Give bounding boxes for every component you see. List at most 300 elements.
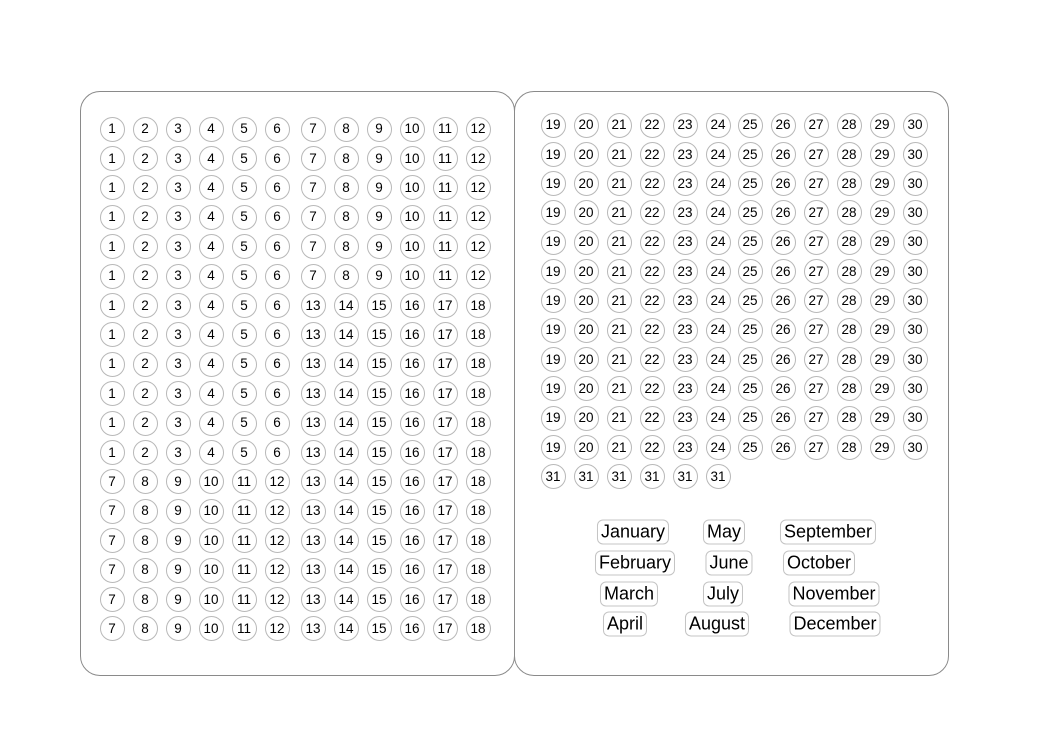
number-sticker: 13 [301, 293, 326, 318]
number-sticker: 1 [100, 411, 125, 436]
number-sticker: 21 [607, 347, 632, 372]
number-sticker: 10 [199, 469, 224, 494]
number-sticker: 21 [607, 230, 632, 255]
number-sticker: 17 [433, 558, 458, 583]
number-sticker: 26 [771, 406, 796, 431]
number-sticker: 11 [232, 587, 257, 612]
right-sticker-sheet [514, 91, 949, 676]
number-sticker: 2 [133, 352, 158, 377]
number-sticker: 2 [133, 411, 158, 436]
number-sticker: 21 [607, 435, 632, 460]
number-sticker: 20 [574, 435, 599, 460]
number-sticker: 29 [870, 406, 895, 431]
number-sticker: 14 [334, 381, 359, 406]
number-sticker: 7 [301, 117, 326, 142]
number-sticker: 28 [837, 171, 862, 196]
number-sticker: 3 [166, 381, 191, 406]
number-sticker: 26 [771, 376, 796, 401]
number-sticker: 2 [133, 205, 158, 230]
number-sticker: 23 [673, 288, 698, 313]
number-sticker: 5 [232, 322, 257, 347]
number-sticker: 6 [265, 146, 290, 171]
number-sticker: 13 [301, 528, 326, 553]
number-sticker: 11 [433, 264, 458, 289]
number-sticker: 6 [265, 205, 290, 230]
number-sticker: 18 [466, 293, 491, 318]
number-sticker: 14 [334, 587, 359, 612]
number-sticker: 31 [574, 464, 599, 489]
number-sticker: 25 [738, 376, 763, 401]
number-sticker: 4 [199, 175, 224, 200]
number-sticker: 1 [100, 146, 125, 171]
month-sticker: February [595, 551, 675, 576]
number-sticker: 14 [334, 322, 359, 347]
number-sticker: 9 [367, 117, 392, 142]
number-sticker: 3 [166, 440, 191, 465]
number-sticker: 17 [433, 499, 458, 524]
number-sticker: 19 [541, 200, 566, 225]
number-sticker: 18 [466, 411, 491, 436]
number-sticker: 12 [466, 234, 491, 259]
number-sticker: 17 [433, 411, 458, 436]
number-sticker: 28 [837, 230, 862, 255]
number-sticker: 8 [133, 558, 158, 583]
number-sticker: 18 [466, 528, 491, 553]
number-sticker: 9 [166, 587, 191, 612]
number-sticker: 12 [466, 146, 491, 171]
number-sticker: 8 [334, 234, 359, 259]
number-sticker: 31 [607, 464, 632, 489]
number-sticker: 28 [837, 318, 862, 343]
number-sticker: 18 [466, 469, 491, 494]
number-sticker: 4 [199, 322, 224, 347]
number-sticker: 26 [771, 171, 796, 196]
number-sticker: 6 [265, 234, 290, 259]
number-sticker: 3 [166, 293, 191, 318]
number-sticker: 7 [100, 528, 125, 553]
month-sticker: April [603, 612, 647, 637]
number-sticker: 31 [640, 464, 665, 489]
number-sticker: 24 [706, 259, 731, 284]
month-sticker: December [789, 612, 880, 637]
number-sticker: 5 [232, 146, 257, 171]
number-sticker: 15 [367, 322, 392, 347]
number-sticker: 14 [334, 616, 359, 641]
number-sticker: 5 [232, 352, 257, 377]
number-sticker: 16 [400, 558, 425, 583]
number-sticker: 10 [400, 117, 425, 142]
number-sticker: 3 [166, 352, 191, 377]
number-sticker: 19 [541, 318, 566, 343]
number-sticker: 2 [133, 117, 158, 142]
number-sticker: 12 [265, 528, 290, 553]
number-sticker: 30 [903, 142, 928, 167]
number-sticker: 9 [166, 528, 191, 553]
month-sticker: May [703, 520, 745, 545]
number-sticker: 2 [133, 175, 158, 200]
number-sticker: 12 [265, 558, 290, 583]
number-sticker: 29 [870, 113, 895, 138]
number-sticker: 17 [433, 528, 458, 553]
number-sticker: 30 [903, 318, 928, 343]
number-sticker: 20 [574, 142, 599, 167]
number-sticker: 13 [301, 352, 326, 377]
number-sticker: 15 [367, 293, 392, 318]
number-sticker: 19 [541, 171, 566, 196]
number-sticker: 24 [706, 406, 731, 431]
number-sticker: 11 [232, 499, 257, 524]
number-sticker: 26 [771, 200, 796, 225]
number-sticker: 10 [400, 205, 425, 230]
number-sticker: 17 [433, 616, 458, 641]
number-sticker: 30 [903, 288, 928, 313]
number-sticker: 5 [232, 411, 257, 436]
number-sticker: 10 [400, 175, 425, 200]
number-sticker: 22 [640, 171, 665, 196]
number-sticker: 23 [673, 347, 698, 372]
number-sticker: 17 [433, 381, 458, 406]
number-sticker: 5 [232, 175, 257, 200]
number-sticker: 11 [433, 175, 458, 200]
left-sticker-sheet [80, 91, 515, 676]
number-sticker: 29 [870, 376, 895, 401]
number-sticker: 20 [574, 171, 599, 196]
number-sticker: 26 [771, 230, 796, 255]
number-sticker: 3 [166, 264, 191, 289]
number-sticker: 10 [199, 528, 224, 553]
number-sticker: 11 [232, 469, 257, 494]
number-sticker: 24 [706, 376, 731, 401]
number-sticker: 20 [574, 318, 599, 343]
number-sticker: 11 [433, 117, 458, 142]
number-sticker: 15 [367, 440, 392, 465]
number-sticker: 11 [232, 558, 257, 583]
number-sticker: 3 [166, 117, 191, 142]
number-sticker: 15 [367, 587, 392, 612]
number-sticker: 15 [367, 381, 392, 406]
number-sticker: 27 [804, 200, 829, 225]
number-sticker: 30 [903, 347, 928, 372]
month-sticker: August [685, 612, 749, 637]
number-sticker: 12 [265, 469, 290, 494]
number-sticker: 19 [541, 259, 566, 284]
month-sticker: January [597, 520, 669, 545]
number-sticker: 18 [466, 352, 491, 377]
number-sticker: 22 [640, 142, 665, 167]
number-sticker: 16 [400, 352, 425, 377]
number-sticker: 18 [466, 322, 491, 347]
number-sticker: 21 [607, 171, 632, 196]
number-sticker: 14 [334, 440, 359, 465]
number-sticker: 2 [133, 381, 158, 406]
number-sticker: 4 [199, 264, 224, 289]
number-sticker: 23 [673, 171, 698, 196]
number-sticker: 3 [166, 322, 191, 347]
number-sticker: 10 [400, 234, 425, 259]
number-sticker: 16 [400, 616, 425, 641]
number-sticker: 2 [133, 322, 158, 347]
number-sticker: 18 [466, 499, 491, 524]
number-sticker: 22 [640, 288, 665, 313]
number-sticker: 18 [466, 381, 491, 406]
number-sticker: 27 [804, 230, 829, 255]
number-sticker: 18 [466, 587, 491, 612]
number-sticker: 7 [301, 264, 326, 289]
number-sticker: 19 [541, 347, 566, 372]
number-sticker: 25 [738, 142, 763, 167]
number-sticker: 20 [574, 347, 599, 372]
number-sticker: 4 [199, 293, 224, 318]
number-sticker: 25 [738, 435, 763, 460]
number-sticker: 14 [334, 528, 359, 553]
number-sticker: 15 [367, 469, 392, 494]
number-sticker: 25 [738, 318, 763, 343]
number-sticker: 30 [903, 230, 928, 255]
number-sticker: 20 [574, 200, 599, 225]
number-sticker: 16 [400, 587, 425, 612]
number-sticker: 7 [100, 469, 125, 494]
number-sticker: 31 [673, 464, 698, 489]
number-sticker: 30 [903, 376, 928, 401]
number-sticker: 4 [199, 117, 224, 142]
number-sticker: 16 [400, 322, 425, 347]
number-sticker: 28 [837, 435, 862, 460]
number-sticker: 25 [738, 259, 763, 284]
number-sticker: 2 [133, 293, 158, 318]
number-sticker: 7 [100, 499, 125, 524]
number-sticker: 4 [199, 411, 224, 436]
number-sticker: 19 [541, 288, 566, 313]
number-sticker: 26 [771, 113, 796, 138]
number-sticker: 11 [433, 234, 458, 259]
number-sticker: 10 [199, 558, 224, 583]
number-sticker: 27 [804, 376, 829, 401]
number-sticker: 1 [100, 322, 125, 347]
number-sticker: 30 [903, 435, 928, 460]
number-sticker: 20 [574, 113, 599, 138]
number-sticker: 23 [673, 406, 698, 431]
number-sticker: 24 [706, 230, 731, 255]
number-sticker: 26 [771, 318, 796, 343]
number-sticker: 25 [738, 347, 763, 372]
number-sticker: 4 [199, 440, 224, 465]
number-sticker: 14 [334, 469, 359, 494]
number-sticker: 29 [870, 200, 895, 225]
number-sticker: 27 [804, 435, 829, 460]
number-sticker: 6 [265, 117, 290, 142]
number-sticker: 28 [837, 376, 862, 401]
month-sticker: March [600, 582, 658, 607]
number-sticker: 2 [133, 440, 158, 465]
number-sticker: 21 [607, 376, 632, 401]
number-sticker: 12 [265, 499, 290, 524]
number-sticker: 7 [301, 205, 326, 230]
number-sticker: 9 [367, 234, 392, 259]
number-sticker: 27 [804, 171, 829, 196]
number-sticker: 24 [706, 200, 731, 225]
number-sticker: 19 [541, 376, 566, 401]
number-sticker: 6 [265, 381, 290, 406]
number-sticker: 21 [607, 113, 632, 138]
number-sticker: 12 [265, 587, 290, 612]
number-sticker: 10 [400, 146, 425, 171]
number-sticker: 9 [166, 616, 191, 641]
number-sticker: 4 [199, 146, 224, 171]
number-sticker: 8 [334, 175, 359, 200]
number-sticker: 26 [771, 288, 796, 313]
number-sticker: 1 [100, 440, 125, 465]
number-sticker: 23 [673, 142, 698, 167]
number-sticker: 26 [771, 347, 796, 372]
number-sticker: 17 [433, 352, 458, 377]
number-sticker: 18 [466, 440, 491, 465]
number-sticker: 17 [433, 440, 458, 465]
number-sticker: 30 [903, 113, 928, 138]
number-sticker: 5 [232, 117, 257, 142]
number-sticker: 11 [433, 146, 458, 171]
number-sticker: 27 [804, 347, 829, 372]
number-sticker: 19 [541, 230, 566, 255]
number-sticker: 25 [738, 230, 763, 255]
number-sticker: 19 [541, 435, 566, 460]
number-sticker: 8 [133, 587, 158, 612]
number-sticker: 21 [607, 288, 632, 313]
number-sticker: 13 [301, 499, 326, 524]
number-sticker: 24 [706, 288, 731, 313]
number-sticker: 21 [607, 142, 632, 167]
number-sticker: 3 [166, 175, 191, 200]
number-sticker: 7 [301, 234, 326, 259]
number-sticker: 5 [232, 381, 257, 406]
number-sticker: 16 [400, 381, 425, 406]
number-sticker: 8 [133, 616, 158, 641]
number-sticker: 7 [100, 558, 125, 583]
number-sticker: 1 [100, 381, 125, 406]
number-sticker: 6 [265, 411, 290, 436]
number-sticker: 27 [804, 142, 829, 167]
number-sticker: 16 [400, 411, 425, 436]
number-sticker: 15 [367, 528, 392, 553]
number-sticker: 6 [265, 175, 290, 200]
number-sticker: 16 [400, 528, 425, 553]
number-sticker: 13 [301, 616, 326, 641]
number-sticker: 22 [640, 406, 665, 431]
number-sticker: 7 [100, 616, 125, 641]
number-sticker: 25 [738, 200, 763, 225]
number-sticker: 22 [640, 435, 665, 460]
number-sticker: 13 [301, 411, 326, 436]
number-sticker: 9 [166, 558, 191, 583]
number-sticker: 28 [837, 347, 862, 372]
number-sticker: 21 [607, 259, 632, 284]
number-sticker: 4 [199, 381, 224, 406]
number-sticker: 30 [903, 171, 928, 196]
number-sticker: 20 [574, 259, 599, 284]
month-sticker: October [783, 551, 855, 576]
number-sticker: 3 [166, 205, 191, 230]
number-sticker: 1 [100, 293, 125, 318]
number-sticker: 16 [400, 469, 425, 494]
number-sticker: 19 [541, 142, 566, 167]
number-sticker: 12 [466, 117, 491, 142]
number-sticker: 21 [607, 200, 632, 225]
number-sticker: 28 [837, 288, 862, 313]
number-sticker: 30 [903, 406, 928, 431]
number-sticker: 15 [367, 616, 392, 641]
number-sticker: 26 [771, 142, 796, 167]
number-sticker: 20 [574, 376, 599, 401]
number-sticker: 20 [574, 288, 599, 313]
number-sticker: 4 [199, 234, 224, 259]
number-sticker: 11 [433, 205, 458, 230]
number-sticker: 23 [673, 318, 698, 343]
number-sticker: 12 [466, 175, 491, 200]
number-sticker: 9 [166, 499, 191, 524]
number-sticker: 1 [100, 205, 125, 230]
number-sticker: 12 [466, 205, 491, 230]
number-sticker: 15 [367, 558, 392, 583]
number-sticker: 28 [837, 113, 862, 138]
number-sticker: 27 [804, 406, 829, 431]
number-sticker: 28 [837, 259, 862, 284]
number-sticker: 27 [804, 318, 829, 343]
number-sticker: 23 [673, 200, 698, 225]
number-sticker: 16 [400, 440, 425, 465]
number-sticker: 14 [334, 499, 359, 524]
number-sticker: 10 [199, 616, 224, 641]
number-sticker: 7 [100, 587, 125, 612]
number-sticker: 27 [804, 288, 829, 313]
number-sticker: 6 [265, 264, 290, 289]
number-sticker: 31 [541, 464, 566, 489]
number-sticker: 13 [301, 558, 326, 583]
number-sticker: 22 [640, 230, 665, 255]
number-sticker: 22 [640, 318, 665, 343]
number-sticker: 26 [771, 259, 796, 284]
number-sticker: 23 [673, 259, 698, 284]
number-sticker: 14 [334, 411, 359, 436]
number-sticker: 24 [706, 142, 731, 167]
number-sticker: 22 [640, 113, 665, 138]
number-sticker: 23 [673, 435, 698, 460]
number-sticker: 9 [367, 175, 392, 200]
number-sticker: 2 [133, 234, 158, 259]
number-sticker: 8 [334, 264, 359, 289]
number-sticker: 3 [166, 146, 191, 171]
number-sticker: 6 [265, 322, 290, 347]
number-sticker: 7 [301, 175, 326, 200]
number-sticker: 9 [166, 469, 191, 494]
number-sticker: 24 [706, 347, 731, 372]
number-sticker: 15 [367, 499, 392, 524]
number-sticker: 30 [903, 200, 928, 225]
number-sticker: 14 [334, 558, 359, 583]
number-sticker: 22 [640, 376, 665, 401]
month-sticker: November [788, 582, 879, 607]
number-sticker: 13 [301, 440, 326, 465]
number-sticker: 22 [640, 200, 665, 225]
number-sticker: 29 [870, 435, 895, 460]
number-sticker: 9 [367, 205, 392, 230]
number-sticker: 23 [673, 230, 698, 255]
number-sticker: 9 [367, 264, 392, 289]
number-sticker: 2 [133, 146, 158, 171]
number-sticker: 21 [607, 318, 632, 343]
number-sticker: 6 [265, 352, 290, 377]
number-sticker: 5 [232, 205, 257, 230]
number-sticker: 7 [301, 146, 326, 171]
number-sticker: 5 [232, 293, 257, 318]
